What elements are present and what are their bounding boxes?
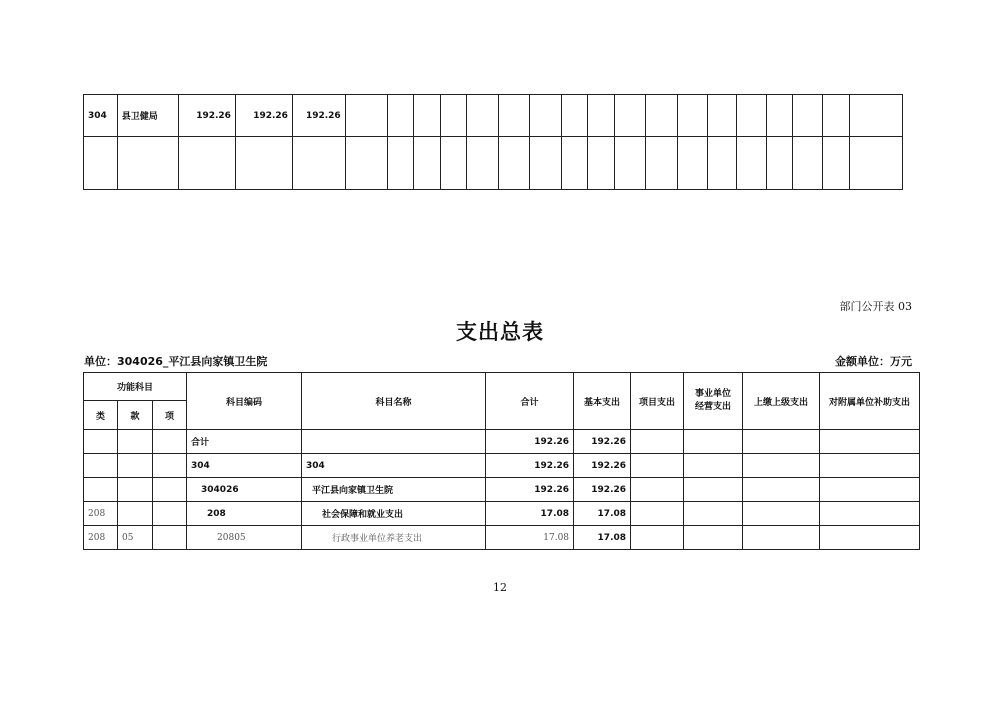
- fragment-value: 192.26: [235, 95, 292, 137]
- table-row: [84, 454, 920, 478]
- fragment-value: 192.26: [178, 95, 235, 137]
- header-total: 合计: [486, 373, 574, 430]
- header-func-subject: 功能科目: [84, 373, 187, 401]
- row-name: 平江县向家镇卫生院: [302, 478, 486, 502]
- table-row: [84, 137, 903, 190]
- previous-table-fragment: [83, 94, 903, 190]
- fragment-name: 县卫健局: [117, 95, 178, 137]
- row-basic: 192.26: [574, 478, 631, 502]
- page-number: 12: [493, 581, 507, 594]
- table-row: [84, 478, 920, 502]
- table-row: [84, 430, 920, 454]
- row-total: 192.26: [486, 454, 574, 478]
- row-name: 304: [302, 454, 486, 478]
- row-code: 合计: [187, 430, 302, 454]
- fragment-code: 304: [84, 95, 118, 137]
- row-basic: 192.26: [574, 454, 631, 478]
- row-basic: 192.26: [574, 430, 631, 454]
- row-code: 304026: [187, 478, 302, 502]
- header-kuan: 款: [118, 401, 153, 430]
- table-row: [84, 95, 903, 137]
- unit-label: 单位：304026_平江县向家镇卫生院: [84, 355, 268, 368]
- header-subject-code: 科目编码: [187, 373, 302, 430]
- page-title: 支出总表: [456, 320, 544, 344]
- row-name: 行政事业单位养老支出: [302, 526, 486, 550]
- header-lei: 类: [84, 401, 118, 430]
- row-basic: 17.08: [574, 502, 631, 526]
- header-project: 项目支出: [631, 373, 684, 430]
- header-row: [84, 373, 920, 401]
- expenditure-summary-table: [83, 372, 920, 550]
- row-code: 304: [187, 454, 302, 478]
- row-lei: 208: [84, 502, 118, 526]
- row-name: [302, 430, 486, 454]
- header-upper: 上缴上级支出: [743, 373, 820, 430]
- row-total: 192.26: [486, 430, 574, 454]
- row-name: 社会保障和就业支出: [302, 502, 486, 526]
- header-basic: 基本支出: [574, 373, 631, 430]
- fragment-value: 192.26: [292, 95, 345, 137]
- row-total: 17.08: [486, 526, 574, 550]
- header-enterprise-line2: 经营支出: [695, 402, 732, 412]
- header-subsidy: 对附属单位补助支出: [820, 373, 920, 430]
- header-enterprise: [684, 373, 743, 430]
- row-code: 20805: [187, 526, 302, 550]
- row-basic: 17.08: [574, 526, 631, 550]
- row-kuan: 05: [118, 526, 153, 550]
- row-total: 17.08: [486, 502, 574, 526]
- header-subject-name: 科目名称: [302, 373, 486, 430]
- row-lei: 208: [84, 526, 118, 550]
- row-total: 192.26: [486, 478, 574, 502]
- header-enterprise-line1: 事业单位: [695, 389, 732, 399]
- amount-unit-label: 金额单位：万元: [835, 355, 912, 368]
- table-row: [84, 502, 920, 526]
- form-code: 部门公开表 03: [839, 300, 912, 313]
- row-code: 208: [187, 502, 302, 526]
- header-xiang: 项: [153, 401, 187, 430]
- table-row: [84, 526, 920, 550]
